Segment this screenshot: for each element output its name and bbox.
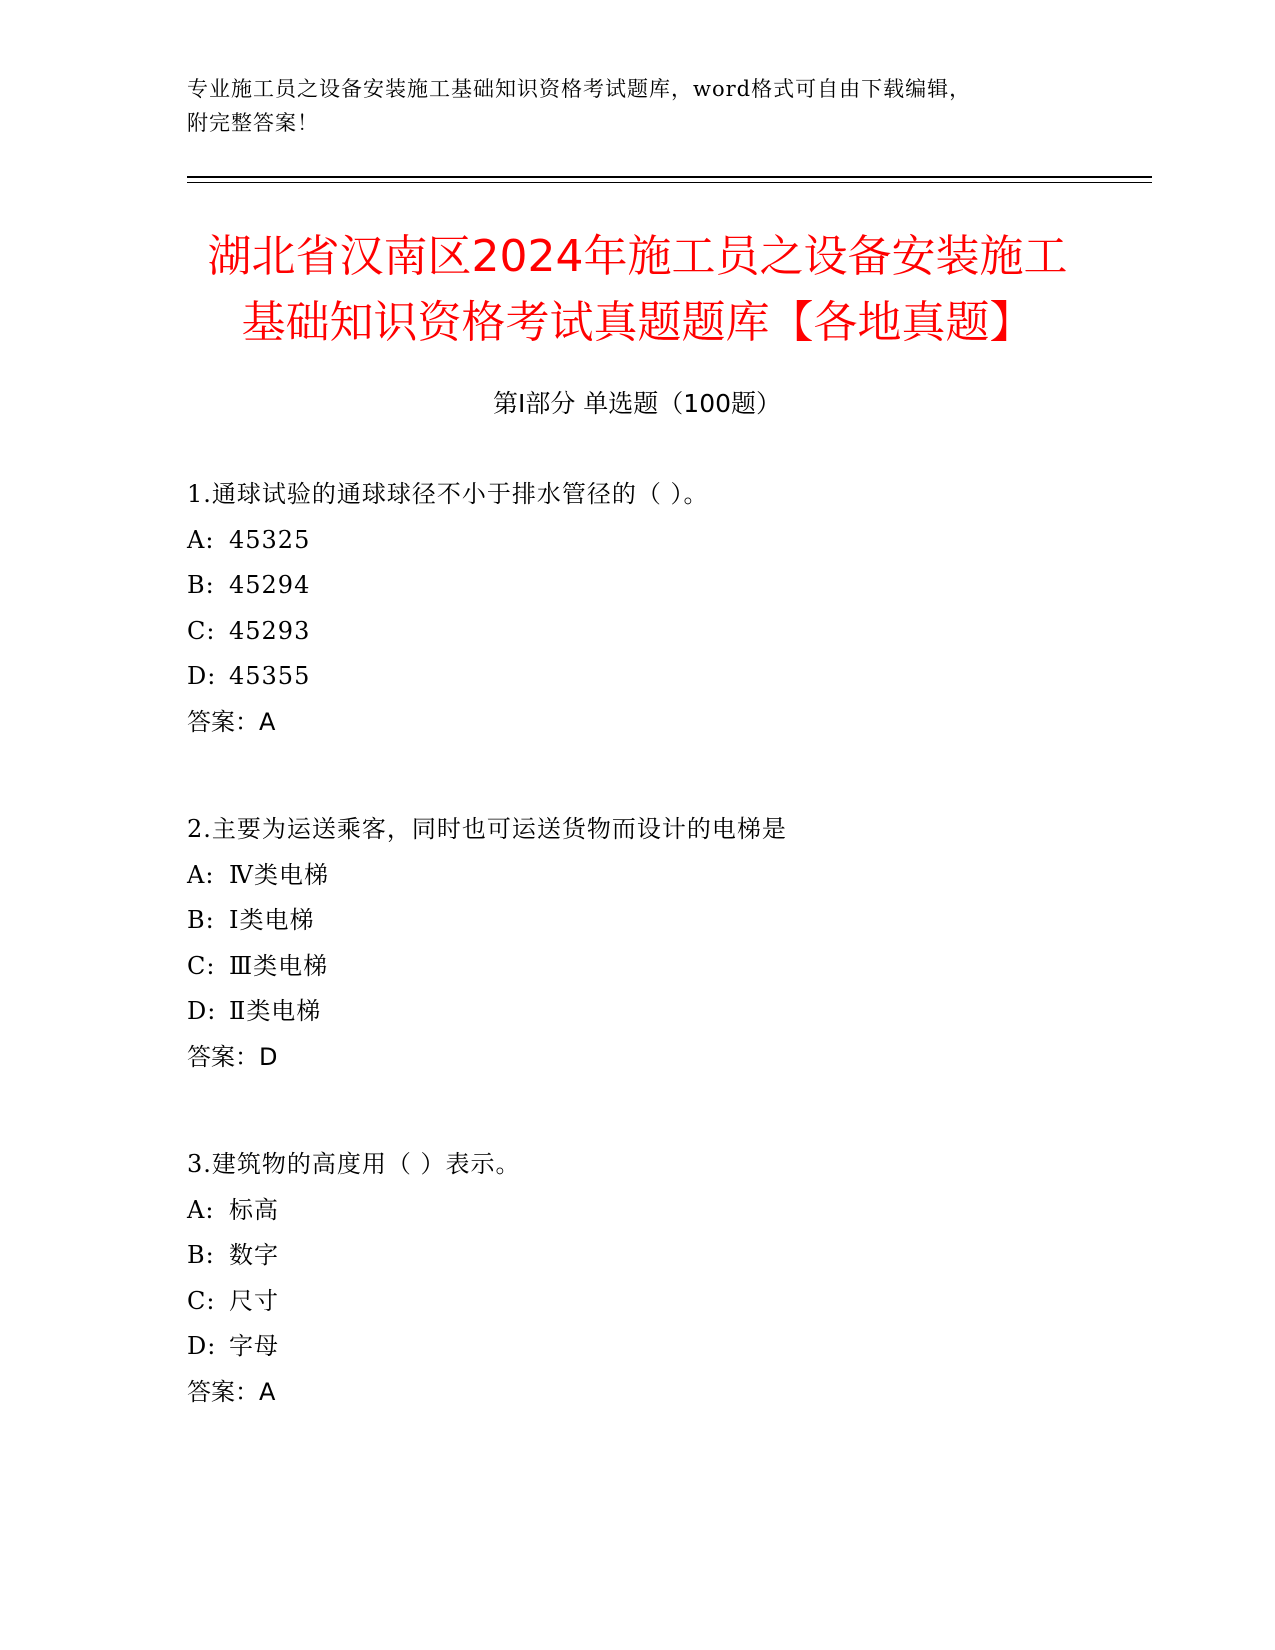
option-a: [187, 853, 1107, 899]
header-divider-thick: [187, 176, 1152, 178]
question-item: [187, 472, 1107, 745]
option-text: 尺寸: [229, 1286, 279, 1315]
question-item: [187, 807, 1107, 1080]
option-key: B:: [187, 906, 215, 934]
answer-line: 答案：A: [187, 1377, 276, 1406]
question-stem: 2.主要为运送乘客，同时也可运送货物而设计的电梯是: [187, 815, 787, 843]
option-b: [187, 898, 1107, 944]
option-d: [187, 1324, 1107, 1370]
option-text: Ⅱ类电梯: [229, 997, 322, 1025]
option-a: [187, 1188, 1107, 1234]
option-key: A:: [187, 525, 215, 554]
option-text: Ⅲ类电梯: [229, 951, 329, 980]
option-text: 字母: [229, 1332, 279, 1360]
option-key: C:: [187, 616, 216, 645]
question-stem: 3.建筑物的高度用（ ）表示。: [187, 1150, 521, 1178]
question-list: [187, 472, 1107, 1477]
option-c: [187, 944, 1107, 990]
option-a: [187, 518, 1107, 564]
option-d: [187, 654, 1107, 700]
option-text: 45294: [229, 571, 311, 599]
option-key: D:: [187, 662, 217, 690]
option-b: [187, 1233, 1107, 1279]
option-text: 45293: [229, 616, 311, 645]
document-title-line-2: 基础知识资格考试真题题库【各地真题】: [241, 297, 1034, 348]
option-c: [187, 1279, 1107, 1325]
option-key: A:: [187, 1195, 215, 1224]
option-key: A:: [187, 860, 215, 889]
answer-line: 答案：D: [187, 1042, 278, 1071]
option-key: D:: [187, 1332, 217, 1360]
option-c: [187, 609, 1107, 655]
option-key: B:: [187, 571, 215, 599]
option-key: C:: [187, 951, 216, 980]
question-stem: 1.通球试验的通球球径不小于排水管径的（ ）。: [187, 480, 709, 508]
option-key: B:: [187, 1241, 215, 1269]
option-text: 数字: [229, 1241, 279, 1269]
question-item: [187, 1142, 1107, 1415]
option-text: 45325: [229, 525, 311, 554]
option-text: Ⅳ类电梯: [229, 860, 329, 889]
option-d: [187, 989, 1107, 1035]
option-key: C:: [187, 1286, 216, 1315]
section-title: 第Ⅰ部分 单选题（100题）: [492, 389, 782, 418]
header-divider-thin: [187, 182, 1152, 183]
option-text: 标高: [229, 1195, 279, 1224]
option-b: [187, 563, 1107, 609]
answer-line: 答案：A: [187, 707, 276, 736]
option-text: Ⅰ类电梯: [229, 906, 315, 934]
header-note-line-1: 专业施工员之设备安装施工基础知识资格考试题库，word格式可自由下载编辑，: [187, 77, 972, 101]
document-title-line-1: 湖北省汉南区2024年施工员之设备安装施工: [207, 231, 1068, 282]
option-key: D:: [187, 997, 217, 1025]
header-note-line-2: 附完整答案！: [187, 111, 319, 135]
document-title: [150, 224, 1125, 356]
option-text: 45355: [229, 662, 311, 690]
header-note: [187, 72, 1087, 140]
